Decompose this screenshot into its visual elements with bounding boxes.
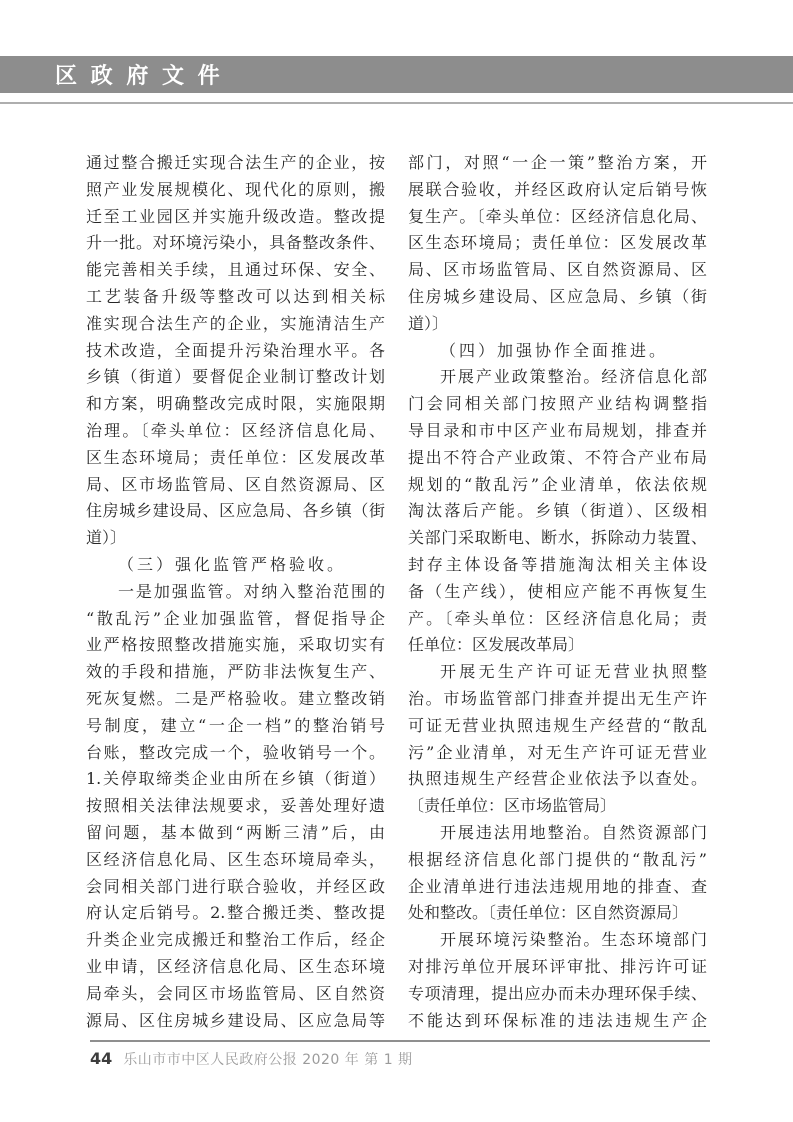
text-line: 住房城乡建设局、区应急局、各乡镇（街	[86, 501, 385, 521]
text-line: 业申请，区经济信息化局、区生态环境	[86, 956, 385, 976]
text-line: 专项清理，提出应办而未办理环保手续、	[408, 983, 707, 1003]
text-line: 源局、区住房城乡建设局、区应急局等	[86, 1010, 385, 1030]
text-line: 和方案，明确整改完成时限，实施限期	[86, 394, 385, 414]
text-line: 局、区市场监管局、区自然资源局、区	[86, 474, 385, 494]
text-line: 企业清单进行违法违规用地的排查、查	[408, 876, 707, 896]
text-line: 开展产业政策整治。经济信息化部	[440, 367, 707, 387]
text-line: 导目录和市中区产业布局规划，排查并	[408, 420, 707, 440]
text-line: 门会同相关部门按照产业结构调整指	[408, 394, 707, 414]
text-line: 复生产。〔牵头单位：区经济信息化局、	[408, 206, 707, 226]
text-line: 能完善相关手续，且通过环保、安全、	[86, 260, 385, 280]
text-line: 〔责任单位：区市场监管局〕	[408, 796, 617, 816]
text-line: 区经济信息化局、区生态环境局牵头，	[86, 849, 385, 869]
text-line: 不能达到环保标准的违法违规生产企	[408, 1010, 707, 1030]
text-line: 对排污单位开展环评审批、排污许可证	[408, 956, 707, 976]
text-line: 备（生产线），使相应产能不再恢复生	[408, 581, 707, 601]
text-line: 区生态环境局；责任单位：区发展改革	[86, 447, 385, 467]
text-line: 产。〔牵头单位：区经济信息化局；责	[408, 608, 707, 628]
text-line: 关部门采取断电、断水，拆除动力装置、	[408, 528, 707, 548]
text-column-right	[408, 150, 707, 1034]
text-line: 淘汰落后产能。乡镇（街道）、区级相	[408, 501, 707, 521]
text-line: 规划的“散乱污”企业清单，依法依规	[408, 474, 707, 494]
section-header-band	[0, 56, 793, 93]
section-title: 区 政 府 文 件	[55, 63, 223, 89]
text-line: 留问题，基本做到“两断三清”后，由	[86, 822, 385, 842]
text-line: 会同相关部门进行联合验收，并经区政	[86, 876, 385, 896]
text-line: 台账，整改完成一个，验收销号一个。	[86, 742, 385, 762]
header-rule	[0, 102, 793, 104]
text-line: 迁至工业园区并实施升级改造。整改提	[86, 206, 385, 226]
text-line: 准实现合法生产的企业，实施清洁生产	[86, 313, 385, 333]
text-line: （三）强化监管严格验收。	[118, 554, 347, 574]
text-line: 治理。〔牵头单位：区经济信息化局、	[86, 420, 385, 440]
text-line: 升一批。对环境污染小，具备整改条件、	[86, 233, 385, 253]
text-line: 号制度，建立“一企一档”的整治销号	[86, 715, 385, 735]
text-line: 工艺装备升级等整改可以达到相关标	[86, 286, 385, 306]
text-line: 区生态环境局；责任单位：区发展改革	[408, 233, 707, 253]
text-column-left	[86, 150, 385, 1034]
text-line: 开展环境污染整治。生态环境部门	[440, 930, 707, 950]
text-line: 任单位：区发展改革局〕	[408, 635, 585, 655]
text-line: 府认定后销号。2.整合搬迁类、整改提	[86, 903, 385, 923]
text-line: 处和整改。〔责任单位：区自然资源局〕	[408, 903, 689, 923]
text-line: 展联合验收，并经区政府认定后销号恢	[408, 179, 707, 199]
text-line: 按照相关法律法规要求，妥善处理好遗	[86, 796, 385, 816]
text-line: 局牵头，会同区市场监管局、区自然资	[86, 983, 385, 1003]
text-line: 局、区市场监管局、区自然资源局、区	[408, 260, 707, 280]
text-line: 住房城乡建设局、区应急局、乡镇（街	[408, 286, 707, 306]
text-line: 一是加强监管。对纳入整治范围的	[118, 581, 385, 601]
text-line: 效的手段和措施，严防非法恢复生产、	[86, 662, 385, 682]
text-line: 开展无生产许可证无营业执照整	[440, 662, 707, 682]
text-line: 死灰复燃。二是严格验收。建立整改销	[86, 688, 385, 708]
text-line: 道）〕	[86, 528, 127, 548]
text-line: 污”企业清单，对无生产许可证无营业	[408, 742, 707, 762]
text-line: 执照违规生产经营企业依法予以查处。	[408, 769, 707, 789]
page-footer	[90, 1049, 413, 1069]
page-number: 44	[90, 1049, 113, 1068]
text-line: 开展违法用地整治。自然资源部门	[440, 822, 707, 842]
text-line: 技术改造，全面提升污染治理水平。各	[86, 340, 385, 360]
text-line: 照产业发展规模化、现代化的原则，搬	[86, 179, 385, 199]
text-line: 乡镇（街道）要督促企业制订整改计划	[86, 367, 385, 387]
text-line: 根据经济信息化部门提供的“散乱污”	[408, 849, 707, 869]
text-line: 1.关停取缔类企业由所在乡镇（街道）	[86, 769, 385, 789]
text-line: 道）〕	[408, 313, 449, 333]
footer-rule	[90, 1040, 710, 1042]
text-line: 可证无营业执照违规生产经营的“散乱	[408, 715, 707, 735]
text-line: 业严格按照整改措施实施，采取切实有	[86, 635, 385, 655]
text-line: 部门，对照“一企一策”整治方案，开	[408, 153, 707, 172]
text-line: “散乱污”企业加强监管，督促指导企	[86, 608, 385, 628]
text-line: 治。市场监管部门排查并提出无生产许	[408, 688, 707, 708]
text-line: 通过整合搬迁实现合法生产的企业，按	[86, 153, 385, 172]
journal-title: 乐山市市中区人民政府公报 2020 年 第 1 期	[123, 1052, 413, 1068]
text-line: 封存主体设备等措施淘汰相关主体设	[408, 554, 707, 574]
text-line: 提出不符合产业政策、不符合产业布局	[408, 447, 707, 467]
text-line: （四）加强协作全面推进。	[440, 340, 669, 360]
text-line: 升类企业完成搬迁和整治工作后，经企	[86, 930, 385, 950]
